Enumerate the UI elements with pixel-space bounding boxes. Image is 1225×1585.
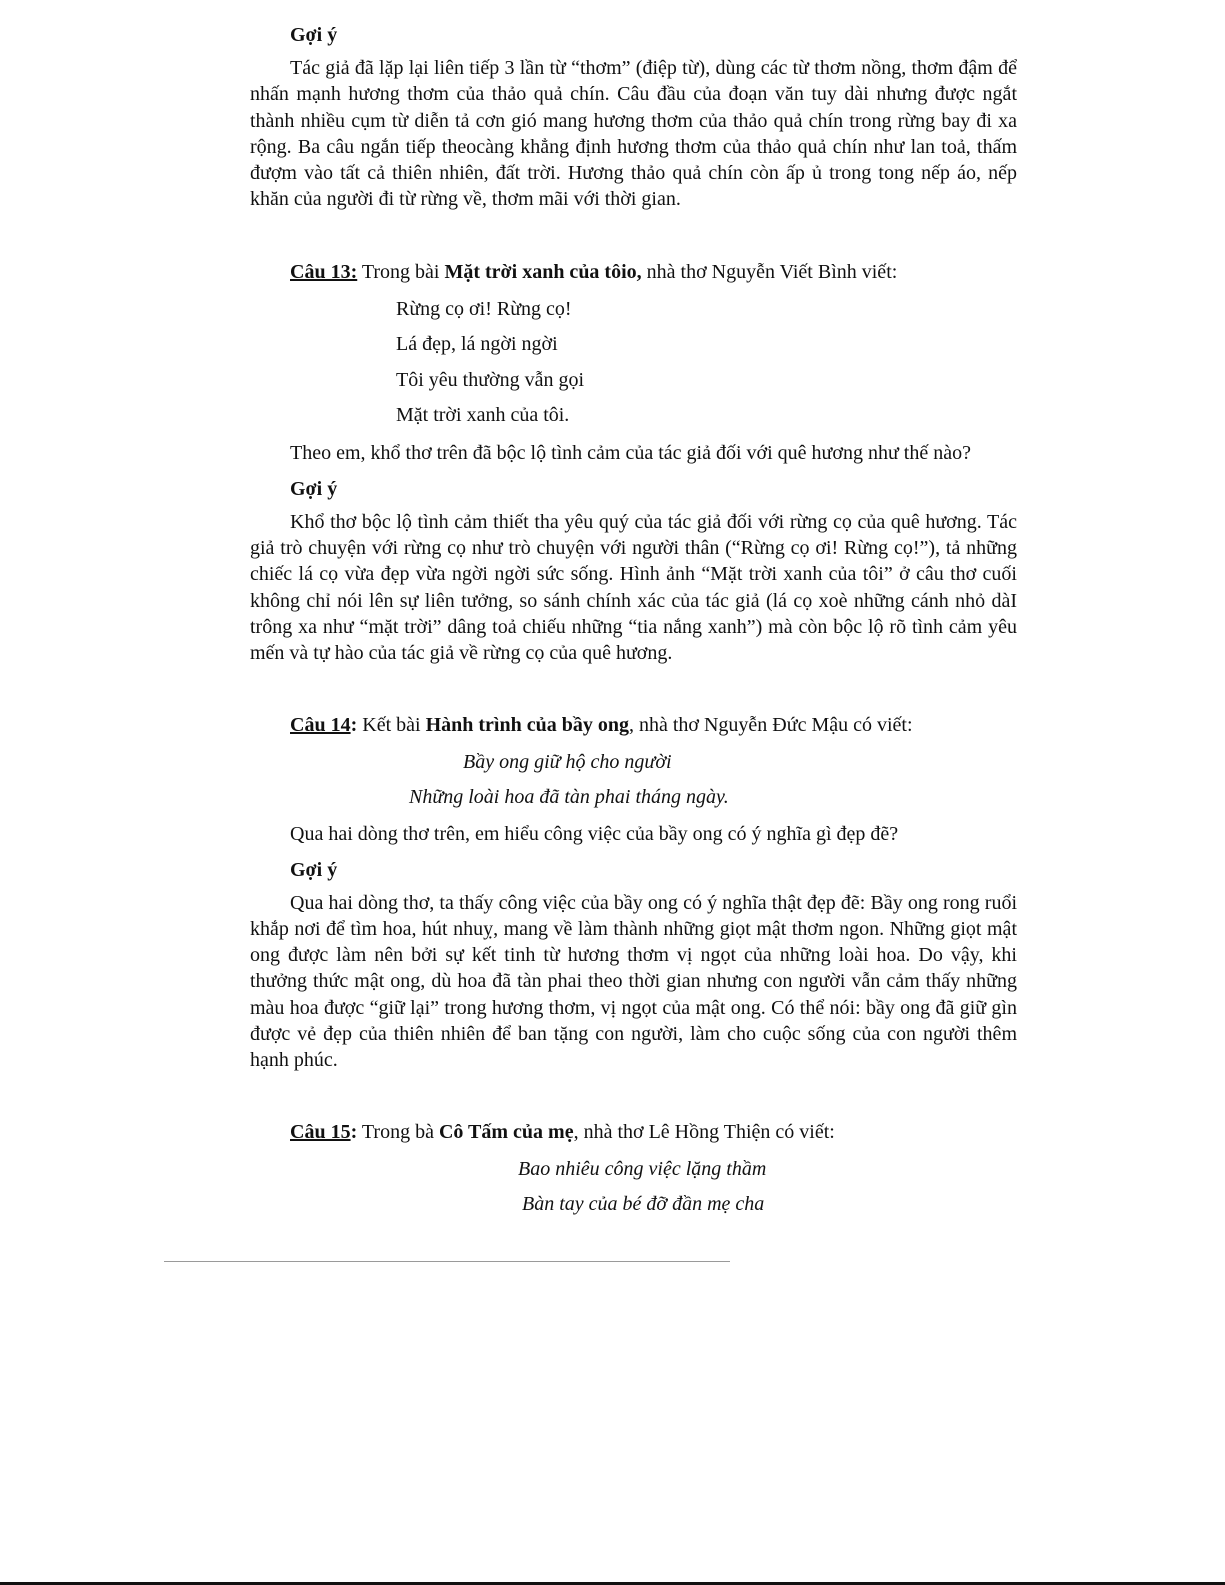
question-number: Câu 15 — [290, 1120, 351, 1143]
question-rest: , nhà thơ Nguyễn Đức Mậu có viết: — [628, 713, 913, 736]
question-number: Câu 14 — [290, 713, 351, 736]
poem-line: Bao nhiêu công việc lặng thầm — [518, 1157, 767, 1180]
poem-line: Tôi yêu thường vẫn gọi — [396, 368, 585, 391]
poem-title: Hành trình của bầy ong — [425, 713, 629, 736]
poem-title: Cô Tấm của mẹ — [438, 1120, 574, 1143]
question-15-prompt — [290, 1117, 1017, 1147]
question-text: Qua hai dòng thơ trên, em hiểu công việc của bầy ong có ý nghĩa gì đẹp đẽ? — [290, 822, 899, 845]
poem-line: Những loài hoa đã tàn phai tháng ngày. — [409, 786, 729, 809]
footnote-separator — [164, 1261, 730, 1262]
question-intro: Trong bà — [357, 1120, 439, 1143]
question-number: Câu 13: — [290, 260, 358, 283]
question-text: Theo em, khổ thơ trên đã bộc lộ tình cảm của tác giả đối với quê hương như thế nào? — [290, 441, 971, 464]
poem-line: Bầy ong giữ hộ cho người — [463, 750, 672, 773]
poem-block — [250, 745, 1017, 816]
hint-paragraph: Tác giả đã lặp lại liên tiếp 3 lần từ “thơm” (điệp từ), dùng các từ thơm nồng, thơm đậm để nhấn mạnh hương thơm của thảo quả chín. Câu đầu của đoạn văn tuy dài nhưng được ngắt thành nhiều cụm từ diễn tả cơn gió mang hương thơm của thảo quả chín trong rừng bay đi xa rộng. Ba câu ngắn tiếp theocàng khẳng định hương thơm của thảo quả chín như lan toả, thấm đượm vào tất cả thiên nhiên, đất trời. Hương thảo quả chín còn ấp ủ trong tong nếp áo, nếp khăn của người đi từ rừng về, thơm mãi với thời gian. — [250, 57, 1017, 211]
poem-line: Lá đẹp, lá ngời ngời — [396, 333, 558, 356]
poem-block — [250, 1152, 1017, 1223]
poem-title: Mặt trời xanh của tôio, — [444, 260, 642, 283]
hint-heading: Gợi ý — [290, 24, 338, 46]
question-13-prompt — [290, 257, 1017, 287]
question-intro: Trong bài — [357, 260, 445, 283]
question-15 — [250, 1117, 1017, 1223]
hint-heading: Gợi ý — [290, 477, 338, 500]
question-colon: : — [350, 713, 358, 736]
question-intro: Kết bài — [357, 713, 426, 736]
poem-line: Bàn tay của bé đỡ đần mẹ cha — [522, 1193, 765, 1216]
question-14 — [250, 710, 1017, 1074]
document-page — [250, 20, 1017, 1223]
hint-paragraph: Qua hai dòng thơ, ta thấy công việc của bầy ong có ý nghĩa thật đẹp đẽ: Bầy ong rong ruổi khắp nơi để tìm hoa, hút nhuỵ, mang về làm thành những giọt mật thơm ngon. Những giọt mật ong được làm nên bởi sự kết tinh từ hương thơm vị ngọt của những loài hoa. Do vậy, khi thưởng thức mật ong, dù hoa đã tàn phai theo thời gian nhưng con người vẫn cảm thấy những màu hoa được “giữ lại” trong hương thơm, vị ngọt của mật ong. Có thể nói: bầy ong đã giữ gìn được vẻ đẹp của thiên nhiên để ban tặng con người, làm cho cuộc sống của con người thêm hạnh phúc. — [250, 891, 1017, 1072]
poem-line: Mặt trời xanh của tôi. — [396, 404, 570, 427]
hint-heading: Gợi ý — [290, 858, 338, 881]
question-colon: : — [350, 1120, 358, 1143]
question-rest: nhà thơ Nguyễn Viết Bình viết: — [641, 260, 898, 283]
hint-paragraph: Khổ thơ bộc lộ tình cảm thiết tha yêu quý của tác giả đối với rừng cọ của quê hương. Tác giả trò chuyện với rừng cọ như trò chuyện với người thân (“Rừng cọ ơi! Rừng cọ!”), tả những chiếc lá cọ vừa đẹp vừa ngời ngời sức sống. Hình ảnh “Mặt trời xanh của tôi” ở câu thơ cuối không chỉ nói lên sự liên tưởng, so sánh chính xác của tác giả (lá cọ xoè những cánh nhỏ dàI trông xa như “mặt trời” dâng toả chiếu những “tia nắng xanh”) mà còn bộc lộ rõ tình cảm yêu mến và tự hào của tác giả về rừng cọ của quê hương. — [250, 510, 1017, 665]
poem-block — [396, 292, 1017, 434]
hint-section-1 — [250, 20, 1017, 213]
question-14-prompt — [290, 710, 1017, 740]
question-rest: , nhà thơ Lê Hồng Thiện có viết: — [573, 1120, 835, 1143]
poem-line: Rừng cọ ơi! Rừng cọ! — [396, 297, 572, 320]
question-13 — [250, 257, 1017, 667]
